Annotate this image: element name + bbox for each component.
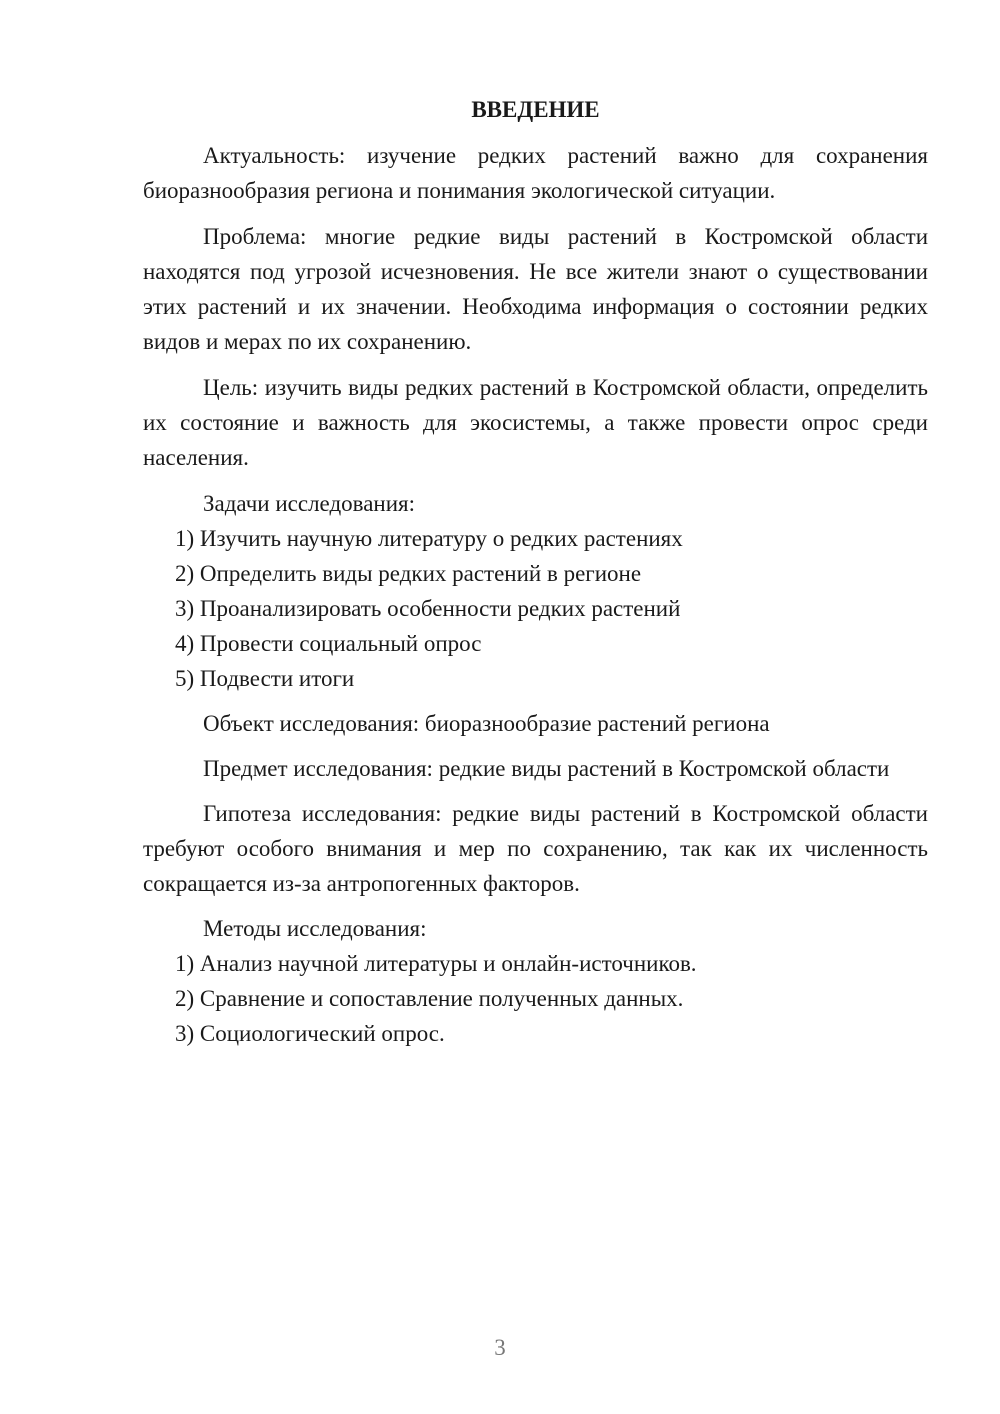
document-body [143,92,928,1051]
method-item: 3) Социологический опрос. [175,1021,445,1046]
subject-paragraph: Предмет исследования: редкие виды растений в Костромской области [203,756,890,781]
tasks-heading: Задачи исследования: [203,491,416,516]
problem-paragraph: Проблема: многие редкие виды растений в Костромской области находятся под угрозой исчезновения. Не все жители знают о существовании этих растений и их значении. Необходима информация о состоянии редких видов и мерах по их сохранению. [143,224,928,354]
method-item: 2) Сравнение и сопоставление полученных данных. [175,986,684,1011]
page-number: 3 [494,1335,506,1360]
method-item: 1) Анализ научной литературы и онлайн-источников. [175,951,697,976]
task-item: 2) Определить виды редких растений в регионе [175,561,642,586]
task-item: 1) Изучить научную литературу о редких растениях [175,526,683,551]
hypothesis-paragraph: Гипотеза исследования: редкие виды растений в Костромской области требуют особого внимания и мер по сохранению, так как их численность сокращается из-за антропогенных факторов. [143,801,928,896]
goal-paragraph: Цель: изучить виды редких растений в Костромской области, определить их состояние и важность для экосистемы, а также провести опрос среди населения. [143,375,928,470]
methods-heading: Методы исследования: [203,916,427,941]
task-item: 5) Подвести итоги [175,666,355,691]
task-item: 3) Проанализировать особенности редких растений [175,596,681,621]
relevance-paragraph: Актуальность: изучение редких растений важно для сохранения биоразнообразия региона и понимания экологической ситуации. [143,143,928,203]
task-item: 4) Провести социальный опрос [175,631,482,656]
object-paragraph: Объект исследования: биоразнообразие растений региона [203,711,770,736]
section-title: ВВЕДЕНИЕ [471,97,600,122]
